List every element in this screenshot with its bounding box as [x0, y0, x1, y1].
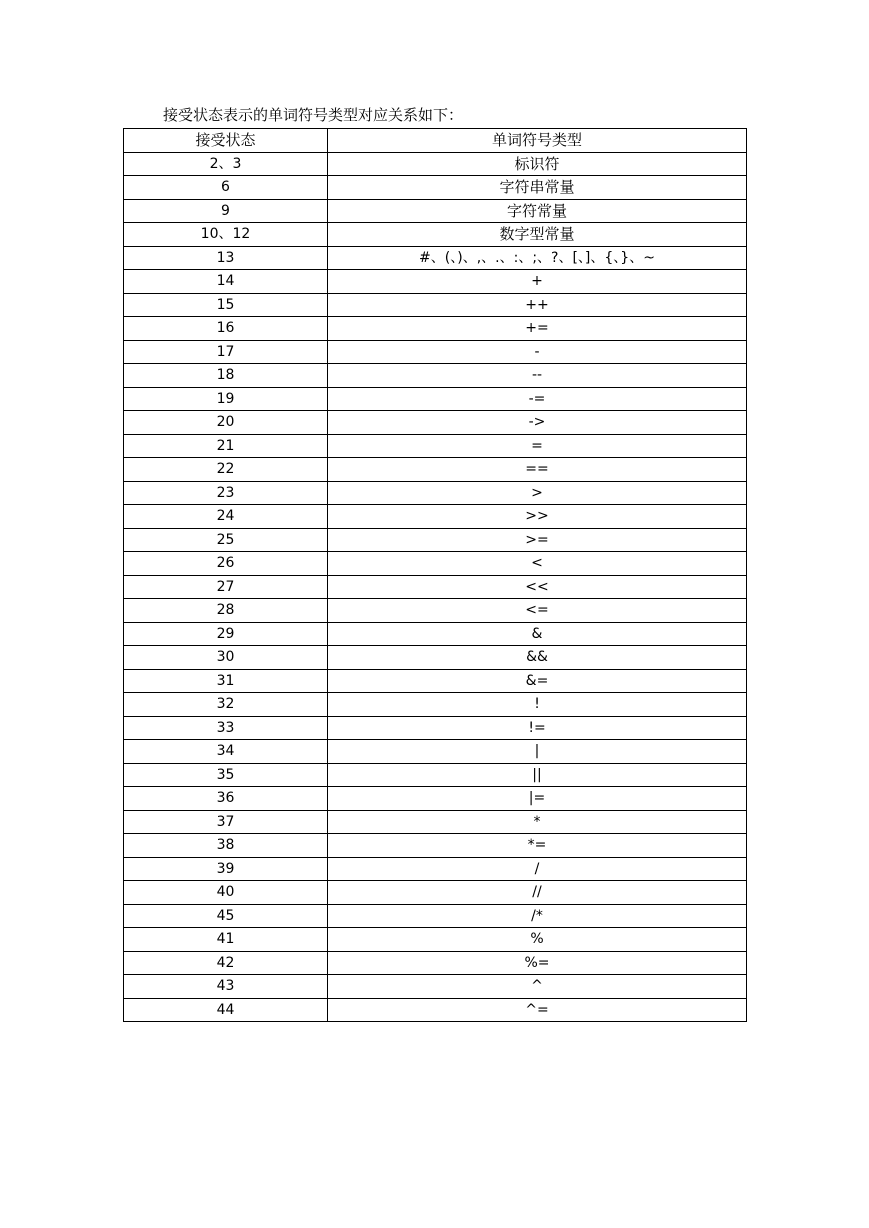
table-header-row — [124, 129, 747, 153]
token-type-cell: / — [328, 857, 747, 881]
table-row — [124, 340, 747, 364]
table-row — [124, 740, 747, 764]
token-type-cell: & — [328, 622, 747, 646]
accept-state-cell: 28 — [124, 599, 328, 623]
accept-state-cell: 10、12 — [124, 223, 328, 247]
token-type-cell: << — [328, 575, 747, 599]
token-type-cell: -- — [328, 364, 747, 388]
table-row — [124, 434, 747, 458]
token-type-cell: -= — [328, 387, 747, 411]
token-type-cell: // — [328, 881, 747, 905]
table-row — [124, 857, 747, 881]
accept-state-cell: 27 — [124, 575, 328, 599]
table-row — [124, 458, 747, 482]
token-type-cell: 数字型常量 — [328, 223, 747, 247]
table-row — [124, 646, 747, 670]
table-body — [124, 152, 747, 1022]
accept-state-cell: 29 — [124, 622, 328, 646]
table-row — [124, 270, 747, 294]
accept-state-cell: 18 — [124, 364, 328, 388]
table-row — [124, 387, 747, 411]
accept-state-table — [123, 128, 747, 1022]
accept-state-cell: 37 — [124, 810, 328, 834]
accept-state-cell: 21 — [124, 434, 328, 458]
accept-state-cell: 6 — [124, 176, 328, 200]
table-row — [124, 317, 747, 341]
table-row — [124, 669, 747, 693]
accept-state-cell: 9 — [124, 199, 328, 223]
table-row — [124, 810, 747, 834]
table-row — [124, 787, 747, 811]
accept-state-cell: 44 — [124, 998, 328, 1022]
token-type-cell: || — [328, 763, 747, 787]
token-type-cell: -> — [328, 411, 747, 435]
token-type-cell: ! — [328, 693, 747, 717]
accept-state-cell: 43 — [124, 975, 328, 999]
table-row — [124, 599, 747, 623]
table-row — [124, 904, 747, 928]
accept-state-cell: 19 — [124, 387, 328, 411]
accept-state-cell: 41 — [124, 928, 328, 952]
accept-state-cell: 33 — [124, 716, 328, 740]
table-row — [124, 293, 747, 317]
accept-state-cell: 24 — [124, 505, 328, 529]
accept-state-cell: 20 — [124, 411, 328, 435]
table-row — [124, 176, 747, 200]
token-type-cell: != — [328, 716, 747, 740]
accept-state-cell: 14 — [124, 270, 328, 294]
accept-state-cell: 34 — [124, 740, 328, 764]
token-type-cell: /* — [328, 904, 747, 928]
accept-state-cell: 26 — [124, 552, 328, 576]
accept-state-cell: 38 — [124, 834, 328, 858]
token-type-cell: ++ — [328, 293, 747, 317]
token-type-cell: &= — [328, 669, 747, 693]
token-type-cell: 字符常量 — [328, 199, 747, 223]
table-row — [124, 763, 747, 787]
table-row — [124, 693, 747, 717]
token-type-cell: % — [328, 928, 747, 952]
token-type-cell: > — [328, 481, 747, 505]
accept-state-cell: 22 — [124, 458, 328, 482]
table-row — [124, 481, 747, 505]
table-row — [124, 246, 747, 270]
intro-text: 接受状态表示的单词符号类型对应关系如下： — [163, 106, 464, 124]
token-type-cell: += — [328, 317, 747, 341]
token-type-cell: >= — [328, 528, 747, 552]
table-row — [124, 552, 747, 576]
table-row — [124, 951, 747, 975]
table-row — [124, 152, 747, 176]
table-row — [124, 881, 747, 905]
token-type-cell: <= — [328, 599, 747, 623]
token-type-cell: && — [328, 646, 747, 670]
table-row — [124, 716, 747, 740]
accept-state-cell: 2、3 — [124, 152, 328, 176]
token-type-cell: >> — [328, 505, 747, 529]
accept-state-cell: 13 — [124, 246, 328, 270]
token-type-cell: + — [328, 270, 747, 294]
header-accept-state: 接受状态 — [124, 129, 328, 153]
token-type-cell: * — [328, 810, 747, 834]
token-type-cell: #、(、)、,、.、:、;、?、[、]、{、}、~ — [328, 246, 747, 270]
accept-state-cell: 25 — [124, 528, 328, 552]
table-row — [124, 411, 747, 435]
table-row — [124, 199, 747, 223]
accept-state-cell: 32 — [124, 693, 328, 717]
table-row — [124, 575, 747, 599]
token-type-cell: %= — [328, 951, 747, 975]
table-row — [124, 528, 747, 552]
token-type-cell: 字符串常量 — [328, 176, 747, 200]
accept-state-cell: 39 — [124, 857, 328, 881]
table-row — [124, 975, 747, 999]
accept-state-cell: 30 — [124, 646, 328, 670]
token-type-cell: == — [328, 458, 747, 482]
table-row — [124, 834, 747, 858]
token-type-cell: ^= — [328, 998, 747, 1022]
table-row — [124, 364, 747, 388]
table-row — [124, 622, 747, 646]
table-row — [124, 505, 747, 529]
table-row — [124, 998, 747, 1022]
accept-state-cell: 16 — [124, 317, 328, 341]
table-row — [124, 223, 747, 247]
token-type-cell: = — [328, 434, 747, 458]
accept-state-cell: 23 — [124, 481, 328, 505]
accept-state-cell: 36 — [124, 787, 328, 811]
accept-state-cell: 15 — [124, 293, 328, 317]
accept-state-cell: 31 — [124, 669, 328, 693]
token-type-cell: ^ — [328, 975, 747, 999]
token-type-cell: *= — [328, 834, 747, 858]
token-type-cell: | — [328, 740, 747, 764]
table-row — [124, 928, 747, 952]
token-type-cell: < — [328, 552, 747, 576]
token-type-cell: - — [328, 340, 747, 364]
accept-state-cell: 40 — [124, 881, 328, 905]
header-token-type: 单词符号类型 — [328, 129, 747, 153]
token-type-cell: |= — [328, 787, 747, 811]
accept-state-cell: 17 — [124, 340, 328, 364]
accept-state-cell: 45 — [124, 904, 328, 928]
token-type-cell: 标识符 — [328, 152, 747, 176]
accept-state-cell: 42 — [124, 951, 328, 975]
accept-state-cell: 35 — [124, 763, 328, 787]
